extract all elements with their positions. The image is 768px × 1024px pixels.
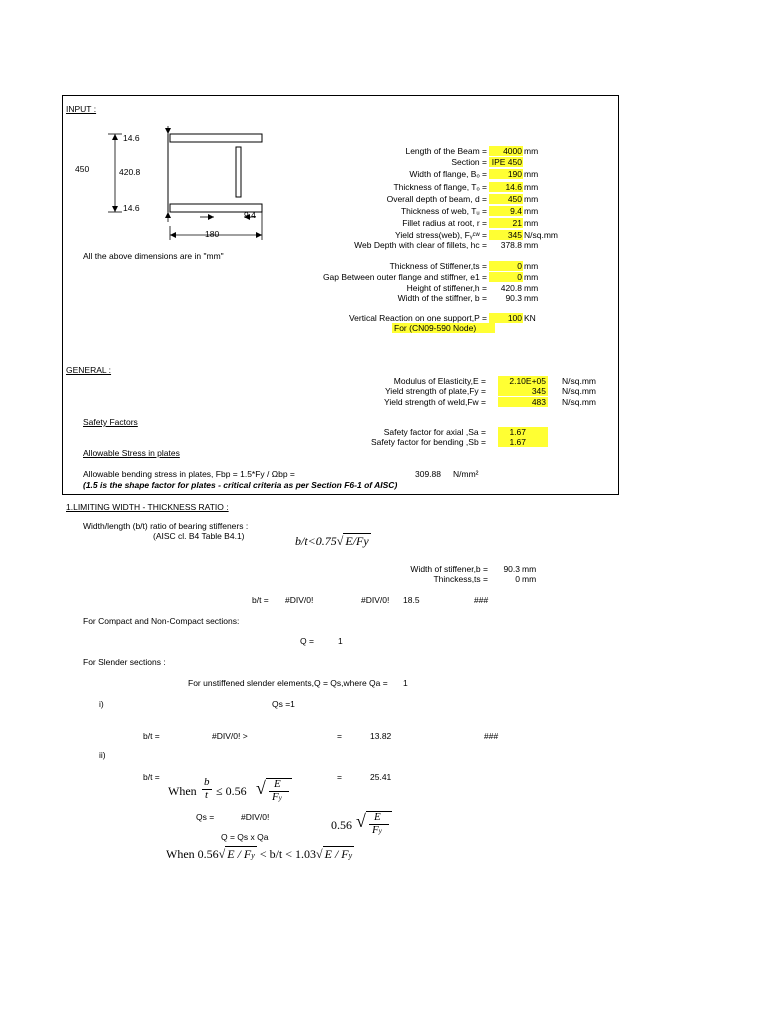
input-row-label: Yield stress(web), Fᵧᶜʷ = xyxy=(395,230,487,240)
bt-ii-label: b/t = xyxy=(143,772,160,782)
coef-value: 0.56 xyxy=(331,818,352,832)
when2-prefix: When 0.56 xyxy=(166,847,219,861)
when2-radicand-2: E / F xyxy=(324,847,349,861)
input-row-value: 100 xyxy=(507,313,522,323)
limiting-header: 1.LIMITING WIDTH - THICKNESS RATIO : xyxy=(66,502,229,512)
frac-e: E xyxy=(274,778,281,790)
input-row-unit: mm xyxy=(524,272,539,282)
dims-note: All the above dimensions are in "mm" xyxy=(83,251,224,261)
fbp-value: 309.88 xyxy=(415,469,441,479)
bt-i-value: #DIV/0! > xyxy=(212,731,248,741)
thickness-value: 0 xyxy=(515,574,520,584)
dim-overall-depth: 450 xyxy=(75,164,90,174)
bt-i-label: b/t = xyxy=(143,731,160,741)
input-row-value: 190 xyxy=(507,169,522,179)
input-row-unit: mm xyxy=(524,293,539,303)
eq-ii: = xyxy=(337,772,342,782)
input-row-label: Height of stiffener,h = xyxy=(406,283,487,293)
dim-top-flange-thk: 14.6 xyxy=(123,133,140,143)
input-row-value: 4000 xyxy=(503,146,522,156)
when2-radicand-1: E / F xyxy=(227,847,252,861)
input-row-value: 420.8 xyxy=(500,283,522,293)
width-stiffener-label: Width of stiffener,b = xyxy=(410,564,488,574)
input-row-label: Width of flange, Bₒ = xyxy=(409,169,487,179)
input-row-label: Thickness of Stiffener,ts = xyxy=(389,261,487,271)
general-header: GENERAL : xyxy=(66,365,112,375)
general-row-unit: N/sq.mm xyxy=(562,376,596,386)
input-row-value: 14.6 xyxy=(505,182,522,192)
input-row-unit: N/sq.mm xyxy=(524,230,558,240)
input-header: INPUT : xyxy=(66,104,97,114)
input-row-label: Thickness of web, Tᵤ = xyxy=(400,206,487,216)
dim-web-height: 420.8 xyxy=(119,167,141,177)
stiffener-shape xyxy=(236,147,241,197)
limiting-ref: (AISC cl. B4 Table B4.1) xyxy=(153,531,245,541)
when-formula-2: When 0.56√ E / Fy < b/t < 1.03√ E / Fy xyxy=(166,847,353,861)
node-note: For (CN09-590 Node) xyxy=(394,323,477,333)
input-row-unit: mm xyxy=(524,194,539,204)
input-row-label: Width of the stiffner, b = xyxy=(397,293,487,303)
bt-limit: 18.5 xyxy=(403,595,420,605)
input-row-value: 0 xyxy=(517,261,522,271)
top-flange-shape xyxy=(170,134,262,142)
case-ii: ii) xyxy=(99,750,106,760)
q-label: Q = xyxy=(300,636,314,646)
safety-row-label: Safety factor for axial ,Sa = xyxy=(383,427,486,437)
input-row-unit: mm xyxy=(524,206,539,216)
fbp-unit: N/mm² xyxy=(453,469,479,479)
limiting-intro: Width/length (b/t) ratio of bearing stiffeners : xyxy=(83,521,249,531)
input-row-value: 345 xyxy=(507,230,522,240)
safety-row-value: 1.67 xyxy=(509,437,526,447)
when-word: When xyxy=(168,784,197,798)
qs-value: #DIV/0! xyxy=(241,812,270,822)
general-row-label: Yield strength of plate,Fy = xyxy=(384,386,486,396)
unstiffened-label: For unstiffened slender elements,Q = Qs,where Qa = xyxy=(188,678,388,688)
input-row-label: Thickness of flange, Tₒ = xyxy=(393,182,487,192)
input-row-unit: KN xyxy=(524,313,536,323)
coef-frac-fy: Fy xyxy=(372,824,382,836)
input-row-value: IPE 450 xyxy=(491,157,522,167)
coef-frac-e: E xyxy=(374,811,381,823)
input-row-value: 21 xyxy=(512,218,522,228)
frac-numerator-b: b xyxy=(204,776,210,788)
input-row-unit: mm xyxy=(524,169,539,179)
frac-fy: Fy xyxy=(272,791,282,803)
formula-lhs: b/t<0.75 xyxy=(295,534,337,548)
fbp-label: Allowable bending stress in plates, Fbp = 1.5*Fy / Ωbp = xyxy=(83,469,295,479)
safety-header: Safety Factors xyxy=(83,417,138,427)
bt-value-2: #DIV/0! xyxy=(361,595,390,605)
input-row-value: 450 xyxy=(507,194,522,204)
bt-check: ### xyxy=(474,595,489,605)
qs-label: Qs = xyxy=(196,812,215,822)
width-stiffener-value: 90.3 xyxy=(503,564,520,574)
thickness-label: Thinckess,ts = xyxy=(433,574,488,584)
input-row-value: 0 xyxy=(517,272,522,282)
when2-middle: < b/t < 1.03 xyxy=(259,847,317,861)
safety-row-label: Safety factor for bending ,Sb = xyxy=(370,437,486,447)
input-row-label: Gap Between outer flange and stiffner, e1 = xyxy=(322,272,487,282)
general-row-value: 2.10E+05 xyxy=(509,376,546,386)
limit-i: 13.82 xyxy=(370,731,392,741)
general-row-value: 345 xyxy=(531,386,546,396)
input-row-value: 9.4 xyxy=(510,206,522,216)
compact-label: For Compact and Non-Compact sections: xyxy=(83,616,240,626)
input-row-label: Length of the Beam = xyxy=(405,146,487,156)
formula-radicand: E/Fy xyxy=(345,534,369,548)
input-row-label: Fillet radius at root, r = xyxy=(402,218,487,228)
dim-flange-width: 180 xyxy=(205,229,220,239)
thickness-unit: mm xyxy=(522,574,537,584)
input-row-unit: mm xyxy=(524,146,539,156)
dim-web-thk: 9.4 xyxy=(244,210,256,220)
frac-denominator-t: t xyxy=(205,789,209,801)
general-row-value: 483 xyxy=(531,397,546,407)
bt-label: b/t = xyxy=(252,595,269,605)
input-row-label: Web Depth with clear of fillets, hc = xyxy=(354,240,487,250)
safety-row-value: 1.67 xyxy=(509,427,526,437)
q-value: 1 xyxy=(338,636,343,646)
input-row-value: 90.3 xyxy=(505,293,522,303)
input-row-value: 378.8 xyxy=(500,240,522,250)
input-row-label: Section = xyxy=(451,157,487,167)
width-stiffener-unit: mm xyxy=(522,564,537,574)
q-qs-qa: Q = Qs x Qa xyxy=(221,832,269,842)
input-row-unit: mm xyxy=(524,182,539,192)
input-row-unit: mm xyxy=(524,261,539,271)
input-row-unit: mm xyxy=(524,240,539,250)
bt-value: #DIV/0! xyxy=(285,595,314,605)
slender-label: For Slender sections : xyxy=(83,657,166,667)
limit-formula: b/t<0.75√ E/Fy xyxy=(295,534,369,548)
case-i: i) xyxy=(99,699,104,709)
dim-bottom-flange-thk: 14.6 xyxy=(123,203,140,213)
limit-ii: 25.41 xyxy=(370,772,392,782)
qs-one: Qs =1 xyxy=(272,699,295,709)
eq-i: = xyxy=(337,731,342,741)
check-i: ### xyxy=(484,731,499,741)
general-row-unit: N/sq.mm xyxy=(562,386,596,396)
input-row-label: Vertical Reaction on one support,P = xyxy=(348,313,487,323)
input-row-unit: mm xyxy=(524,283,539,293)
general-row-label: Yield strength of weld,Fw = xyxy=(384,397,486,407)
general-row-label: Modulus of Elasticity,E = xyxy=(393,376,486,386)
qa-value: 1 xyxy=(403,678,408,688)
general-row-unit: N/sq.mm xyxy=(562,397,596,407)
allowable-header: Allowable Stress in plates xyxy=(83,448,180,458)
input-row-label: Overall depth of beam, d = xyxy=(386,194,487,204)
input-row-unit: mm xyxy=(524,218,539,228)
fbp-note: (1.5 is the shape factor for plates - critical criteria as per Section F6-1 of AISC) xyxy=(83,480,398,490)
le-coef: ≤ 0.56 xyxy=(216,784,247,798)
